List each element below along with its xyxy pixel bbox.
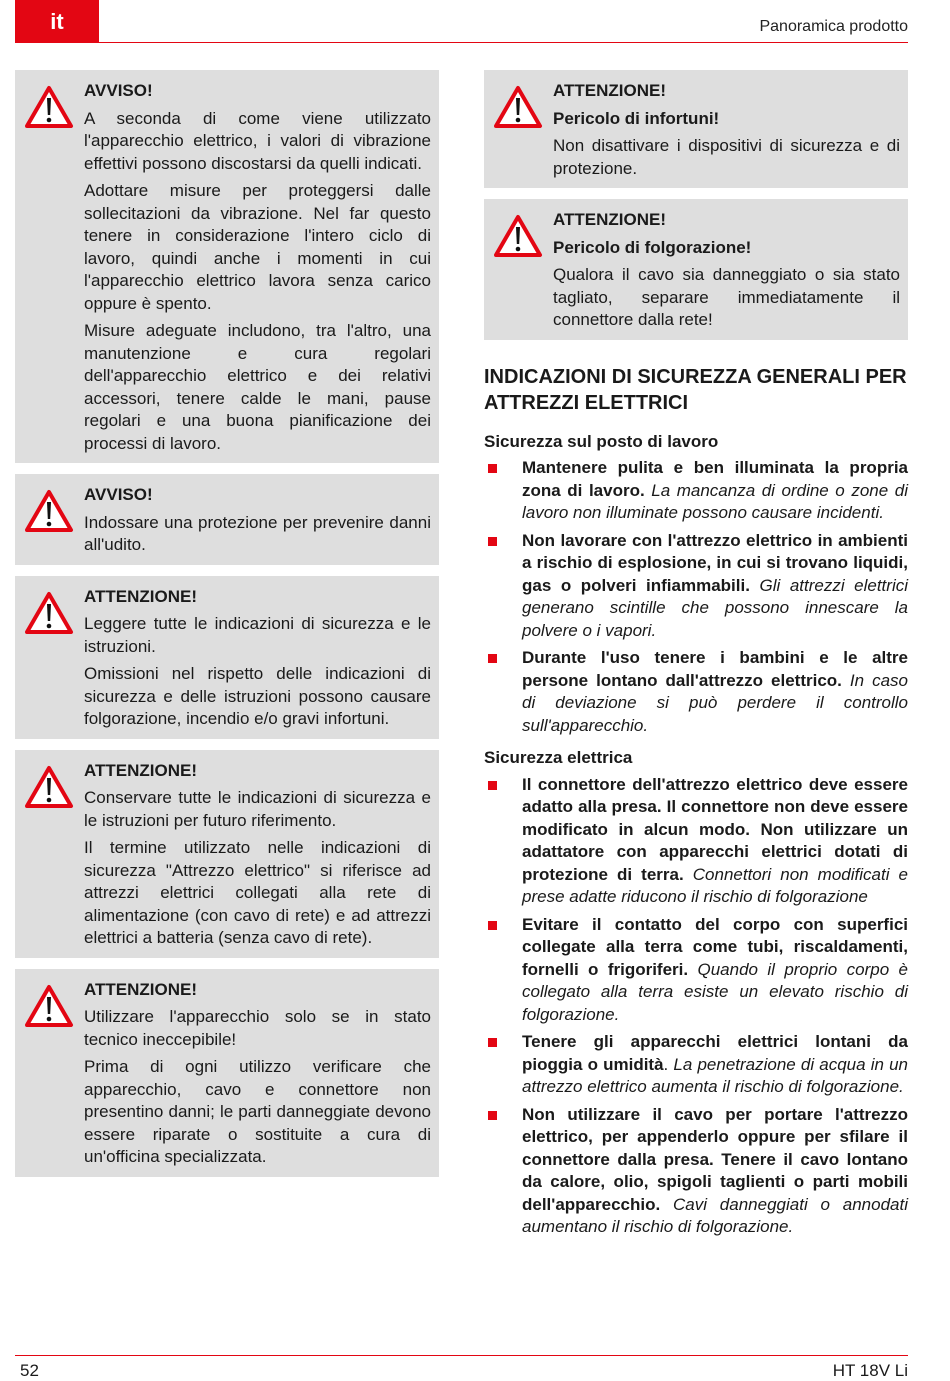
list-item — [484, 1031, 908, 1099]
bullet-list — [484, 774, 908, 1239]
instruction-text: Mantenere pulita e ben illuminata la propria zona di lavoro. — [522, 458, 908, 500]
warning-title: AVVISO! — [84, 485, 153, 504]
warning-box — [15, 70, 439, 463]
footer-divider — [15, 1355, 908, 1356]
instruction-text: Durante l'uso tenere i bambini e le altre persone lontano dall'attrezzo elettrico. — [522, 648, 908, 690]
warning-text: A seconda di come viene utilizzato l'apparecchio elettrico, i valori di vibrazione effettivi possono discostarsi da quelli indicati. — [84, 108, 431, 173]
warning-triangle-icon — [493, 85, 543, 129]
warning-title: ATTENZIONE! — [84, 979, 198, 999]
warning-triangle-icon — [24, 85, 74, 129]
safety-groups — [484, 431, 908, 1239]
bullet-square-icon — [488, 781, 497, 790]
warning-box — [484, 199, 908, 340]
warning-box — [15, 474, 439, 565]
left-column — [15, 70, 439, 1188]
bullet-square-icon — [488, 1038, 497, 1047]
warning-text: Indossare una protezione per prevenire danni all'udito. — [84, 512, 431, 554]
list-item — [484, 530, 908, 643]
warning-title: AVVISO! — [84, 81, 153, 100]
list-item — [484, 457, 908, 525]
bullet-square-icon — [488, 1111, 497, 1120]
bullet-list — [484, 457, 908, 737]
warning-box — [484, 70, 908, 188]
warning-text: Prima di ogni utilizzo verificare che apparecchio, cavo e connettore non presentino danni; le parti danneggiate devono essere riparate o sostituite a cura di un'officina specializzata. — [84, 1057, 431, 1166]
warning-box — [15, 750, 439, 958]
group-title: Sicurezza elettrica — [484, 748, 633, 767]
warning-text: Omissioni nel rispetto delle indicazioni di sicurezza e delle istruzioni possono causare folgorazione, incendio e/o gravi infortuni. — [84, 664, 431, 728]
instruction-text: Evitare il contatto del corpo con superfici collegate alla terra come tubi, riscaldamenti, fornelli o frigoriferi. — [522, 914, 908, 979]
consequence-text: Connettori non modificati e prese adatte riducono il rischio di folgorazione — [522, 864, 908, 906]
instruction-text: Tenere gli apparecchi elettrici lontani da pioggia o umidità — [522, 1032, 908, 1074]
group-title: Sicurezza sul posto di lavoro — [484, 431, 719, 451]
list-item — [484, 914, 908, 1027]
header-title: Panoramica prodotto — [759, 18, 908, 35]
warning-triangle-icon — [24, 984, 74, 1028]
warning-text: Non disattivare i dispositivi di sicurezza e di protezione. — [553, 136, 900, 178]
consequence-text: Gli attrezzi elettrici generano scintille che possono innescare la polvere o i vapori. — [522, 575, 908, 640]
warning-subtitle: Pericolo di folgorazione! — [553, 237, 752, 257]
language-tab: it — [15, 0, 99, 43]
instruction-text: Non lavorare con l'attrezzo elettrico in ambienti a rischio di esplosione, in cui si trovano liquidi, gas o polveri infiammabili. — [522, 530, 908, 595]
consequence-text: La mancanza di ordine o zone di lavoro non illuminate possono causare incidenti. — [522, 480, 908, 522]
warning-title: ATTENZIONE! — [553, 81, 667, 100]
instruction-punctuation: . — [663, 1054, 669, 1074]
bullet-square-icon — [488, 654, 497, 663]
consequence-text: Cavi danneggiati o annodati aumentano il rischio di folgorazione. — [522, 1194, 908, 1236]
warning-title: ATTENZIONE! — [553, 210, 667, 229]
warning-triangle-icon — [24, 765, 74, 809]
warning-title: ATTENZIONE! — [84, 760, 198, 780]
consequence-text: La penetrazione di acqua in un attrezzo elettrico aumenta il rischio di folgorazione. — [522, 1054, 908, 1096]
warning-box — [15, 969, 439, 1177]
page-number: 52 — [20, 1361, 39, 1380]
warning-triangle-icon — [24, 489, 74, 533]
consequence-text: In caso di deviazione si può perdere il controllo sull'apparecchio. — [522, 670, 909, 735]
warning-title: ATTENZIONE! — [84, 586, 198, 606]
warning-text: Leggere tutte le indicazioni di sicurezza e le istruzioni. — [84, 614, 431, 656]
list-item — [484, 1104, 908, 1239]
warning-triangle-icon — [24, 591, 74, 635]
warning-text: Utilizzare l'apparecchio solo se in stato tecnico ineccepibile! — [84, 1007, 431, 1049]
model-name: HT 18V Li — [832, 1361, 908, 1380]
warning-text: Qualora il cavo sia danneggiato o sia stato tagliato, separare immediatamente il connettore dalla rete! — [553, 265, 900, 329]
warning-text: Adottare misure per proteggersi dalle sollecitazioni da vibrazione. Nel far questo tenere in considerazione l'intero ciclo di lavoro, quindi anche i momenti in cui l'apparecchio elettrico lavora senza carico oppure è spento. — [84, 181, 431, 313]
right-column — [484, 70, 908, 1244]
warning-subtitle: Pericolo di infortuni! — [553, 108, 720, 128]
section-heading: INDICAZIONI DI SICUREZZA GENERALI PER ATTREZZI ELETTRICI — [484, 365, 907, 414]
instruction-text: Il connettore dell'attrezzo elettrico deve essere adatto alla presa. Il connettore non deve essere modificato in alcun modo. Non utilizzare un adattatore con apparecchi elettrici dotati di protezione di terra. — [522, 774, 908, 884]
bullet-square-icon — [488, 921, 497, 930]
warning-triangle-icon — [493, 214, 543, 258]
warning-text: Misure adeguate includono, tra l'altro, una manutenzione e cura regolari dell'apparecchio elettrico e dei relativi accessori, tenere calde le mani, pause regolari e una buona pianificazione dei processi di lavoro. — [84, 321, 431, 453]
instruction-text: Non utilizzare il cavo per portare l'attrezzo elettrico, per appenderlo oppure per sfilare il connettore dalla presa. Tenere il cavo lontano da calore, olio, spigoli taglienti o parti mobili dell'apparecchio. — [522, 1104, 908, 1214]
warning-text: Conservare tutte le indicazioni di sicurezza e le istruzioni per futuro riferimento. — [84, 788, 431, 830]
header-divider — [15, 42, 908, 43]
warning-box — [15, 576, 439, 739]
warning-text: Il termine utilizzato nelle indicazioni di sicurezza "Attrezzo elettrico" si riferisce ad attrezzi elettrici collegati alla rete di alimentazione (con cavo di rete) e ad attrezzi elettrici a batteria (senza cavo di rete). — [84, 838, 431, 947]
list-item — [484, 774, 908, 909]
bullet-square-icon — [488, 537, 497, 546]
consequence-text: Quando il proprio corpo è collegato alla terra esiste un elevato rischio di folgorazione. — [522, 959, 908, 1024]
list-item — [484, 647, 908, 737]
right-warning-boxes — [484, 70, 908, 340]
bullet-square-icon — [488, 464, 497, 473]
